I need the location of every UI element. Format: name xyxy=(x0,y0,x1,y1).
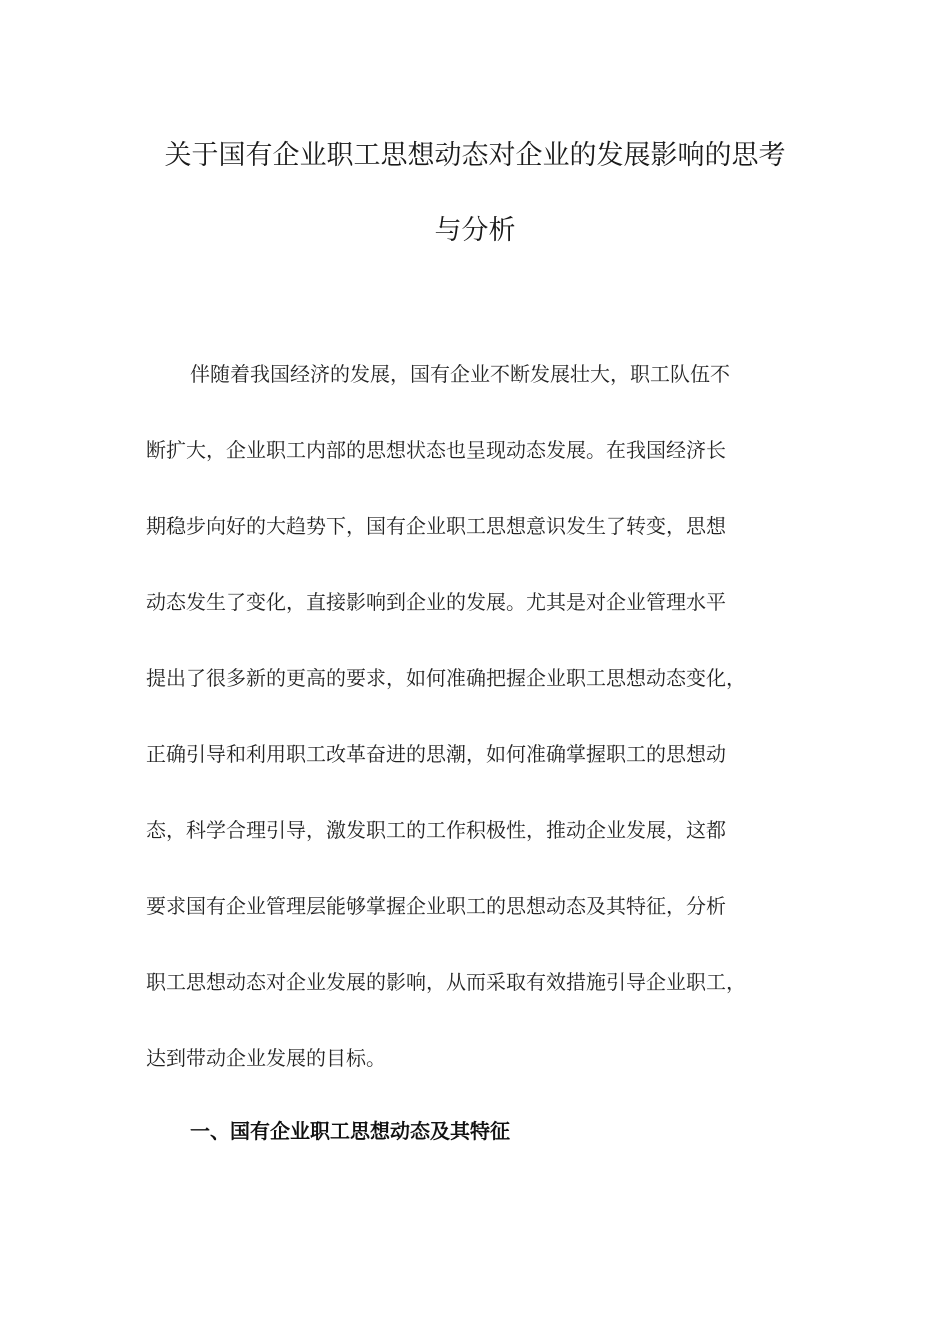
paragraph-line: 态，科学合理引导，激发职工的工作积极性，推动企业发展，这都 xyxy=(146,818,726,842)
paragraph-line: 提出了很多新的更高的要求，如何准确把握企业职工思想动态变化， xyxy=(146,666,746,690)
paragraph-line: 正确引导和利用职工改革奋进的思潮，如何准确掌握职工的思想动 xyxy=(146,742,726,766)
document-title-line-2: 与分析 xyxy=(434,215,516,246)
document-title-line-1: 关于国有企业职工思想动态对企业的发展影响的思考 xyxy=(164,140,786,171)
paragraph-line: 职工思想动态对企业发展的影响，从而采取有效措施引导企业职工， xyxy=(146,970,746,994)
intro-paragraph xyxy=(146,336,826,1096)
paragraph-line: 期稳步向好的大趋势下，国有企业职工思想意识发生了转变，思想 xyxy=(146,514,726,538)
section-heading: 一、国有企业职工思想动态及其特征 xyxy=(190,1119,510,1143)
paragraph-line: 断扩大，企业职工内部的思想状态也呈现动态发展。在我国经济长 xyxy=(146,438,726,462)
paragraph-line: 要求国有企业管理层能够掌握企业职工的思想动态及其特征，分析 xyxy=(146,894,726,918)
paragraph-line: 伴随着我国经济的发展，国有企业不断发展壮大，职工队伍不 xyxy=(190,362,730,386)
paragraph-line: 动态发生了变化，直接影响到企业的发展。尤其是对企业管理水平 xyxy=(146,590,726,614)
paragraph-line: 达到带动企业发展的目标。 xyxy=(146,1046,386,1070)
